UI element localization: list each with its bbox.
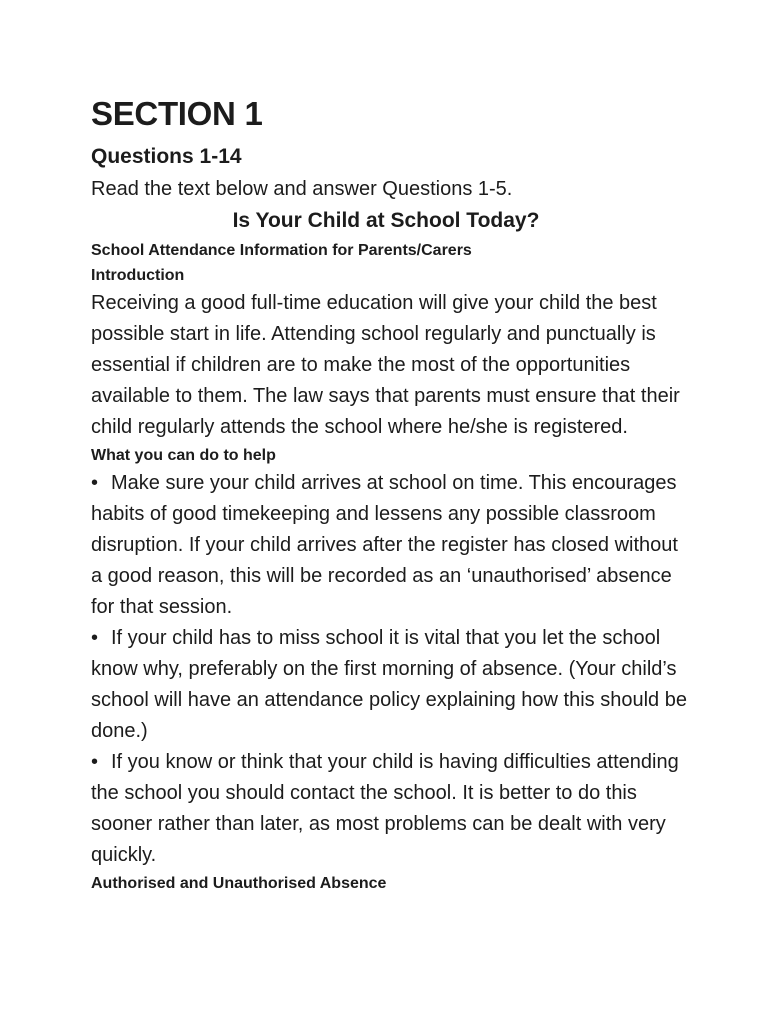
absence-heading: Authorised and Unauthorised Absence [91, 875, 387, 892]
document-page [91, 92, 691, 896]
introduction-heading: Introduction [91, 267, 185, 284]
list-item [91, 623, 691, 747]
list-item [91, 468, 691, 623]
help-heading: What you can do to help [91, 447, 276, 464]
bullet-text: If you know or think that your child is having difficulties attending the school you should contact the school. It is better to do this sooner rather than later, as most problems can be dealt with very quickly. [91, 751, 679, 866]
introduction-paragraph: Receiving a good full-time education will give your child the best possible start in life. Attending school regularly and punctually is essential if children are to make the most of the opportunities available to them. The law says that parents must ensure that their child regularly attends the school where he/she is registered. [91, 292, 680, 438]
article-subtitle: School Attendance Information for Parents/Carers [91, 242, 472, 259]
questions-heading: Questions 1-14 [91, 145, 242, 168]
section-heading: SECTION 1 [91, 95, 263, 132]
bullet-icon: • [91, 472, 99, 494]
bullet-icon: • [91, 751, 99, 773]
list-item [91, 747, 691, 871]
article-title: Is Your Child at School Today? [232, 209, 540, 232]
bullet-text: Make sure your child arrives at school on time. This encourages habits of good timekeeping and lessens any possible classroom disruption. If your child arrives after the register has closed without a good reason, this will be recorded as an ‘unauthorised’ absence for that session. [91, 472, 678, 618]
bullet-icon: • [91, 627, 99, 649]
bullet-text: If your child has to miss school it is vital that you let the school know why, preferably on the first morning of absence. (Your child’s school will have an attendance policy explaining how this should be done.) [91, 627, 687, 742]
instruction-text: Read the text below and answer Questions 1-5. [91, 178, 513, 200]
